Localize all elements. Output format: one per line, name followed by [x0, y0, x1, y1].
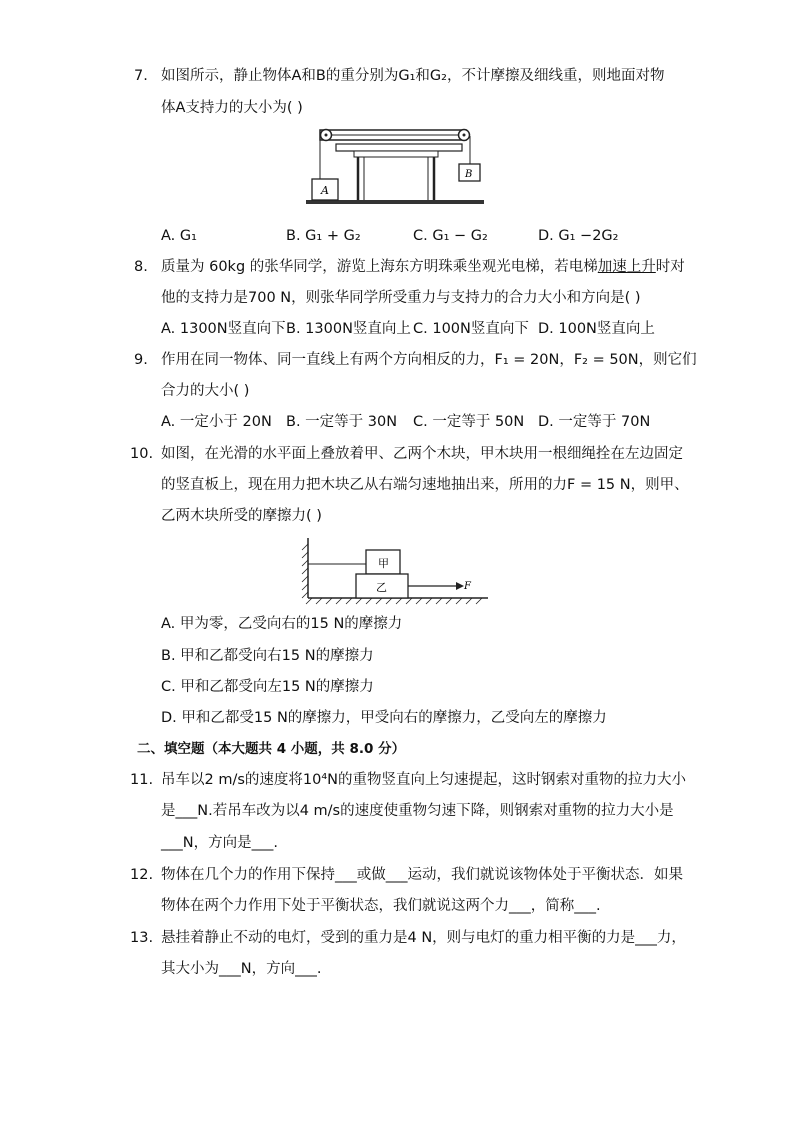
q11-text-line2: 是___N.若吊车改为以4 m/s的速度使重物匀速下降，则钢索对重物的拉力大小是: [161, 803, 674, 819]
q9-text-line2: 合力的大小( ): [161, 383, 250, 399]
q8-option-a[interactable]: A. 1300N竖直向下: [161, 321, 286, 337]
q7-text-line1: 如图所示，静止物体A和B的重分别为G₁和G₂，不计摩擦及细线重，则地面对物: [161, 68, 665, 84]
q8-text-line2: 他的支持力是700 N，则张华同学所受重力与支持力的合力大小和方向是( ): [161, 290, 641, 306]
q10-label-jia: 甲: [378, 557, 389, 570]
q10-label-yi: 乙: [376, 581, 387, 594]
q10-option-c[interactable]: C. 甲和乙都受向左15 N的摩擦力: [161, 679, 374, 695]
q10-blocks-figure: [298, 536, 494, 608]
q12-text-line2: 物体在两个力作用下处于平衡状态，我们就说这两个力___，简称___.: [161, 898, 601, 914]
q10-option-a[interactable]: A. 甲为零，乙受向右的15 N的摩擦力: [161, 616, 403, 632]
q7-text-line2: 体A支持力的大小为( ): [161, 100, 303, 116]
section-heading-fill-in: 二、填空题（本大题共 4 小题，共 8.0 分）: [137, 741, 406, 757]
q8-text-line1-part1: 质量为 60kg 的张华同学，游览上海东方明珠乘坐观光电梯，若电梯: [161, 259, 598, 275]
q11-number: 11.: [130, 772, 154, 788]
q8-option-d[interactable]: D. 100N竖直向上: [538, 321, 655, 337]
q9-option-a[interactable]: A. 一定小于 20N: [161, 414, 272, 430]
q13-text-line2: 其大小为___N，方向___.: [161, 961, 322, 977]
q7-number: 7.: [134, 68, 148, 84]
q13-number: 13.: [130, 930, 154, 946]
q8-number: 8.: [134, 259, 148, 275]
q10-text-line1: 如图，在光滑的水平面上叠放着甲、乙两个木块，甲木块用一根细绳拴在左边固定: [161, 446, 683, 462]
q7-option-b[interactable]: B. G₁ + G₂: [286, 228, 361, 244]
q10-number: 10.: [130, 446, 154, 462]
q13-text-line1: 悬挂着静止不动的电灯，受到的重力是4 N，则与电灯的重力相平衡的力是___力，: [161, 930, 686, 946]
q9-option-b[interactable]: B. 一定等于 30N: [286, 414, 398, 430]
q10-text-line2: 的竖直板上，现在用力把木块乙从右端匀速地抽出来，所用的力F = 15 N，则甲、: [161, 477, 689, 493]
q11-text-line1: 吊车以2 m/s的速度将10⁴N的重物竖直向上匀速提起，这时钢索对重物的拉力大小: [161, 772, 687, 788]
q7-option-d[interactable]: D. G₁ −2G₂: [538, 228, 619, 244]
q7-label-b: B: [465, 169, 473, 180]
q10-option-d[interactable]: D. 甲和乙都受15 N的摩擦力，甲受向右的摩擦力，乙受向左的摩擦力: [161, 710, 607, 726]
q8-text-line1: [161, 257, 685, 277]
q7-option-a[interactable]: A. G₁: [161, 228, 197, 244]
q11-text-line3: ___N，方向是___.: [161, 835, 278, 851]
q9-option-d[interactable]: D. 一定等于 70N: [538, 414, 651, 430]
q10-label-force: F: [464, 581, 471, 592]
q7-option-c[interactable]: C. G₁ − G₂: [413, 228, 488, 244]
q9-option-c[interactable]: C. 一定等于 50N: [413, 414, 525, 430]
q12-text-line1: 物体在几个力的作用下保持___或做___运动，我们就说该物体处于平衡状态．如果: [161, 867, 683, 883]
q8-underlined-phrase: 加速上升: [597, 259, 656, 275]
q8-text-line1-part3: 时对: [655, 259, 685, 275]
q9-text-line1: 作用在同一物体、同一直线上有两个方向相反的力，F₁ = 20N，F₂ = 50N，则它们: [161, 352, 697, 368]
q8-option-c[interactable]: C. 100N竖直向下: [413, 321, 529, 337]
q10-text-line3: 乙两木块所受的摩擦力( ): [161, 508, 322, 524]
q8-option-b[interactable]: B. 1300N竖直向上: [286, 321, 411, 337]
q12-number: 12.: [130, 867, 154, 883]
q7-pulley-figure: [306, 122, 486, 214]
q9-number: 9.: [134, 352, 148, 368]
q10-option-b[interactable]: B. 甲和乙都受向右15 N的摩擦力: [161, 648, 374, 664]
q7-label-a: A: [321, 184, 329, 197]
